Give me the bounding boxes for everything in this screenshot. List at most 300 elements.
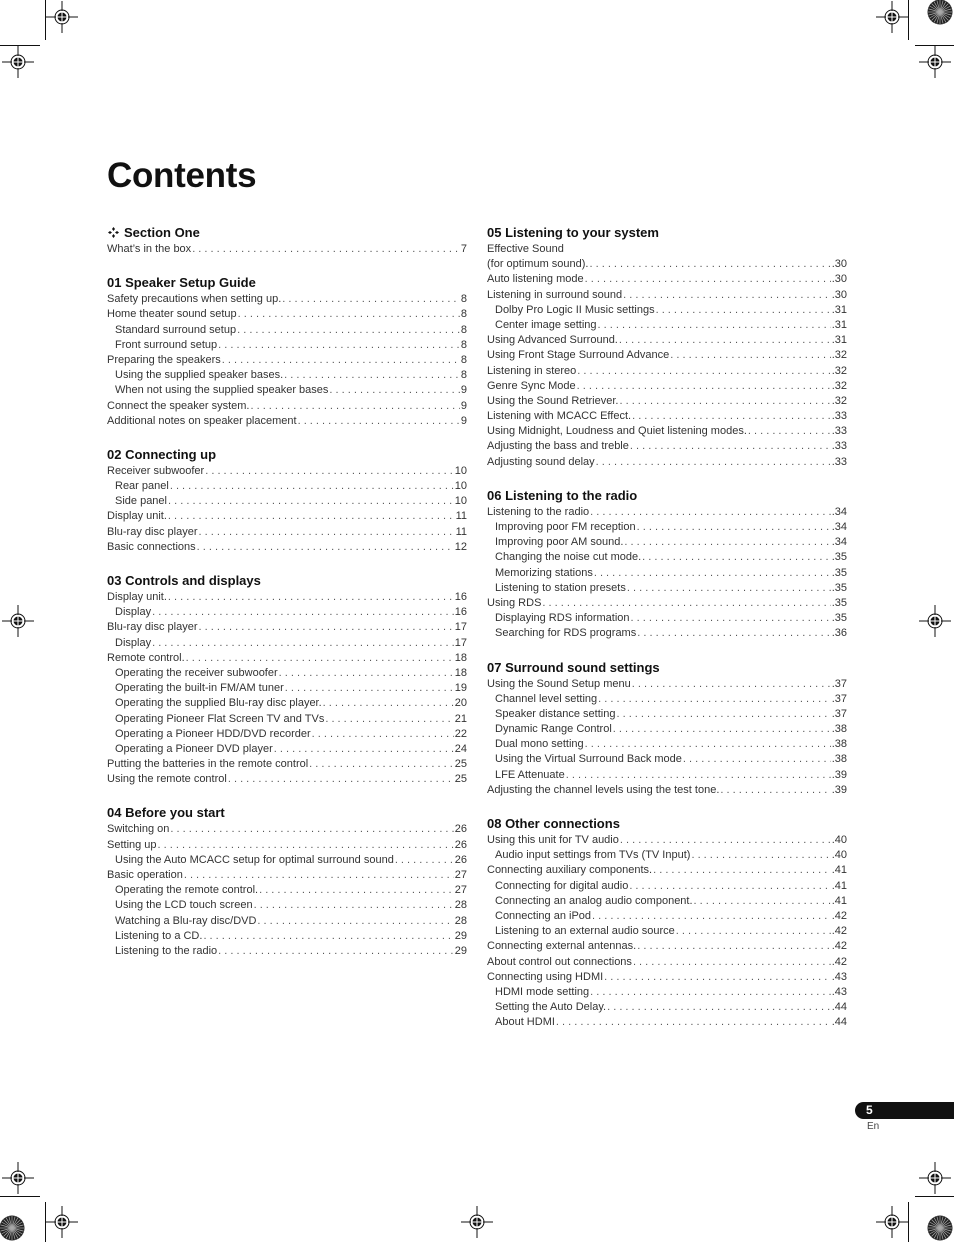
trim-line <box>45 0 46 40</box>
toc-entry[interactable] <box>487 985 847 1000</box>
toc-entry-page: 20 <box>454 697 467 710</box>
dot-leader <box>627 581 831 596</box>
section-heading-text: 06 Listening to the radio <box>487 487 638 503</box>
toc-entry-label: Side panel <box>115 495 167 508</box>
dot-leader <box>585 737 831 752</box>
toc-entry-label: When not using the supplied speaker bases <box>115 384 329 397</box>
toc-entry-page: .33 <box>831 455 847 468</box>
toc-entry-page: .33 <box>831 440 847 453</box>
dot-leader <box>637 520 831 535</box>
toc-entry[interactable] <box>487 939 847 954</box>
toc-entry[interactable] <box>487 424 847 439</box>
dot-leader <box>694 894 831 909</box>
toc-entry-page: 29 <box>454 929 467 942</box>
toc-entry[interactable] <box>487 752 847 767</box>
toc-entry-label: Center image setting <box>495 318 597 331</box>
toc-entry-label: Changing the noise cut mode. <box>495 551 642 564</box>
dot-leader <box>676 924 831 939</box>
toc-entry-page: 10 <box>454 464 467 477</box>
toc-entry[interactable] <box>107 883 467 898</box>
toc-entry-label: Memorizing stations <box>495 566 593 579</box>
dot-leader <box>325 712 453 727</box>
toc-entry[interactable] <box>487 1000 847 1015</box>
toc-entry[interactable] <box>107 509 467 524</box>
dot-leader <box>168 590 454 605</box>
toc-entry[interactable] <box>487 455 847 470</box>
dot-leader <box>619 333 831 348</box>
toc-entry[interactable] <box>107 590 467 605</box>
dot-leader <box>197 540 454 555</box>
toc-section-04-before-you-start <box>107 804 467 959</box>
dot-leader <box>720 783 830 798</box>
toc-entry-page: .44 <box>831 1016 847 1029</box>
toc-entry-label: Front surround setup <box>115 338 218 351</box>
toc-entry-page: .40 <box>831 834 847 846</box>
dot-leader <box>619 394 830 409</box>
toc-entry[interactable] <box>107 822 467 837</box>
dot-leader <box>205 464 454 479</box>
toc-entry-label: (for optimum sound). <box>487 258 589 271</box>
toc-entry-label: Display unit. <box>107 591 167 603</box>
toc-entry[interactable] <box>487 611 847 626</box>
dot-leader <box>168 494 454 509</box>
toc-entry-label: Adjusting the channel levels using the test tone. <box>487 783 720 796</box>
toc-entry-label: Standard surround setup <box>115 323 237 336</box>
toc-entry[interactable] <box>487 924 847 939</box>
toc-entry-page: .37 <box>831 707 847 720</box>
toc-entry[interactable] <box>487 596 847 611</box>
toc-section-03-controls-and-displays <box>107 572 467 787</box>
toc-entry[interactable] <box>107 525 467 540</box>
toc-entry-label: Operating the receiver subwoofer <box>115 666 278 679</box>
dot-leader <box>577 379 831 394</box>
toc-entry[interactable] <box>487 737 847 752</box>
toc-entry-label: HDMI mode setting <box>495 985 590 998</box>
registration-mark-icon <box>919 605 951 642</box>
toc-entry[interactable] <box>487 535 847 550</box>
toc-entry[interactable] <box>107 494 467 509</box>
toc-entry-label: Speaker distance setting <box>495 707 616 720</box>
toc-entry[interactable] <box>107 620 467 635</box>
dot-leader <box>637 939 830 954</box>
toc-entry-label: Connecting external antennas. <box>487 940 637 953</box>
dot-leader <box>184 868 454 883</box>
toc-entry[interactable] <box>107 605 467 620</box>
toc-entry-page: 8 <box>460 369 467 382</box>
toc-entry[interactable] <box>487 783 847 798</box>
toc-entry[interactable] <box>107 681 467 696</box>
toc-entry-label: Operating a Pioneer DVD player <box>115 742 273 755</box>
toc-entry[interactable] <box>487 242 847 257</box>
dot-leader <box>598 318 831 333</box>
toc-entry[interactable] <box>487 833 847 848</box>
toc-entry-label: Connecting an iPod <box>495 909 592 922</box>
toc-entry-page: 25 <box>454 773 467 786</box>
toc-entry[interactable] <box>487 520 847 535</box>
section-heading-text: 01 Speaker Setup Guide <box>107 275 256 291</box>
toc-entry-page: .32 <box>831 364 847 377</box>
toc-entry-label: Effective Sound <box>487 243 564 255</box>
toc-entry[interactable] <box>487 722 847 737</box>
toc-entry-label: Rear panel <box>115 480 169 493</box>
toc-entry[interactable] <box>487 272 847 287</box>
dot-leader <box>285 681 454 696</box>
toc-entry[interactable] <box>107 712 467 727</box>
section-heading <box>107 446 467 463</box>
toc-entry-page: 11 <box>455 525 467 538</box>
toc-entry-page: .35 <box>831 596 847 609</box>
dot-leader <box>323 696 454 711</box>
toc-entry-label: Display unit. <box>107 510 167 523</box>
toc-entry-label: Operating Pioneer Flat Screen TV and TVs <box>115 712 325 725</box>
toc-entry-label: Using the LCD touch screen <box>115 899 253 912</box>
toc-entry-page: 18 <box>454 651 467 664</box>
toc-entry-label: Basic operation <box>107 869 183 881</box>
dot-leader <box>170 822 453 837</box>
toc-entry[interactable] <box>487 550 847 565</box>
dot-leader <box>556 1015 831 1030</box>
dot-leader <box>624 535 830 550</box>
toc-entry-label: Listening to an external audio source <box>495 925 675 938</box>
toc-entry[interactable] <box>487 257 847 272</box>
toc-entry-label: Improving poor AM sound. <box>495 536 624 549</box>
dot-leader <box>192 242 460 257</box>
toc-entry-label: Additional notes on speaker placement <box>107 414 297 427</box>
toc-entry[interactable] <box>487 303 847 318</box>
toc-entry-page: .37 <box>831 692 847 705</box>
toc-entry-label: Switching on <box>107 823 170 836</box>
toc-entry-label: Using the Sound Setup menu <box>487 677 631 690</box>
registration-mark-icon <box>461 1206 493 1243</box>
dot-leader <box>637 626 830 641</box>
toc-entry[interactable] <box>107 898 467 913</box>
toc-left-column <box>107 224 467 976</box>
toc-entry-page: 16 <box>454 591 467 603</box>
toc-entry[interactable] <box>107 696 467 711</box>
toc-entry-label: Listening to the radio <box>115 944 218 957</box>
toc-entry[interactable] <box>107 338 467 353</box>
dot-leader <box>309 757 454 772</box>
toc-entry-page: .38 <box>831 738 847 751</box>
section-heading-text: Section One <box>124 225 200 240</box>
toc-entry-label: Operating the remote control. <box>115 884 259 897</box>
diamond-ornament-icon <box>108 225 119 236</box>
dot-leader <box>604 970 831 985</box>
toc-entry[interactable] <box>107 868 467 883</box>
toc-entry[interactable] <box>107 307 467 322</box>
toc-entry-page: .39 <box>831 783 847 796</box>
trim-line <box>915 45 954 46</box>
toc-entry-page: 9 <box>460 399 467 412</box>
toc-entry-page: .33 <box>831 425 847 438</box>
toc-entry-label: Adjusting the bass and treble <box>487 440 629 453</box>
dot-leader <box>186 651 454 666</box>
toc-entry-label: Home theater sound setup <box>107 308 237 321</box>
toc-entry-page: .34 <box>831 521 847 533</box>
section-heading-text: 02 Connecting up <box>107 446 217 462</box>
toc-entry[interactable] <box>107 479 467 494</box>
toc-entry-label: Blu-ray disc player <box>107 621 198 634</box>
toc-entry-page: .42 <box>831 955 847 968</box>
toc-entry-label: Connect the speaker system. <box>107 399 250 412</box>
toc-entry-label: Listening to station presets <box>495 581 626 594</box>
toc-entry[interactable] <box>487 288 847 303</box>
section-heading-text: 04 Before you start <box>107 805 225 821</box>
toc-entry[interactable] <box>107 292 467 307</box>
toc-entry-label: Using Midnight, Loudness and Quiet listening modes. <box>487 425 747 438</box>
toc-entry[interactable] <box>107 368 467 383</box>
toc-entry[interactable] <box>107 323 467 338</box>
toc-entry[interactable] <box>107 399 467 414</box>
toc-entry[interactable] <box>487 909 847 924</box>
toc-entry[interactable] <box>107 464 467 479</box>
section-heading-text: 08 Other connections <box>487 816 620 831</box>
toc-entry-label: Dual mono setting <box>495 738 584 751</box>
toc-entry-page: .42 <box>831 925 847 938</box>
dot-leader <box>254 898 454 913</box>
toc-entry-page: 28 <box>454 914 467 927</box>
toc-entry-label: About HDMI <box>495 1016 555 1029</box>
dot-leader <box>152 636 454 651</box>
toc-entry-label: Connecting for digital audio <box>495 879 629 892</box>
toc-entry[interactable] <box>487 581 847 596</box>
dot-leader <box>683 752 831 767</box>
toc-entry[interactable] <box>487 318 847 333</box>
dot-leader <box>632 677 831 692</box>
toc-entry-page: 27 <box>454 884 467 897</box>
dot-leader <box>279 666 454 681</box>
toc-entry-label: Preparing the speakers <box>107 353 221 366</box>
toc-entry-page: .33 <box>831 410 847 423</box>
toc-entry-page: .34 <box>831 505 847 518</box>
dot-leader <box>282 292 460 307</box>
toc-entry-label: Operating the built-in FM/AM tuner <box>115 682 284 695</box>
toc-entry-page: 17 <box>454 621 467 634</box>
toc-entry[interactable] <box>107 944 467 959</box>
dot-leader <box>222 353 460 368</box>
toc-entry[interactable] <box>487 848 847 863</box>
color-target-icon <box>0 1215 25 1246</box>
toc-right-column <box>487 224 847 1047</box>
toc-entry-label: Safety precautions when setting up. <box>107 293 282 306</box>
toc-entry-label: Searching for RDS programs <box>495 627 637 640</box>
section-heading <box>107 804 467 821</box>
dot-leader <box>566 768 831 783</box>
toc-entry-label: Using the Auto MCACC setup for optimal surround sound <box>115 853 394 866</box>
toc-entry-label: Using the Virtual Surround Back mode <box>495 753 682 766</box>
toc-entry-label: Displaying RDS information <box>495 612 630 625</box>
toc-entry[interactable] <box>107 914 467 929</box>
toc-entry-label: Display <box>115 606 152 619</box>
toc-entry[interactable] <box>487 894 847 909</box>
toc-entry[interactable] <box>487 439 847 454</box>
toc-entry-label: Putting the batteries in the remote control <box>107 758 309 771</box>
dot-leader <box>607 1000 831 1015</box>
dot-leader <box>158 838 454 853</box>
dot-leader <box>613 722 831 737</box>
dot-leader <box>585 272 831 287</box>
toc-entry-page: 8 <box>460 323 467 336</box>
toc-entry-label: Dolby Pro Logic II Music settings <box>495 303 655 316</box>
toc-entry-page: .43 <box>831 970 847 983</box>
section-heading <box>107 274 467 291</box>
toc-entry-page: .39 <box>831 768 847 781</box>
dot-leader <box>329 383 459 398</box>
language-code: En <box>867 1121 880 1132</box>
toc-entry[interactable] <box>107 242 467 257</box>
section-heading-text: 07 Surround sound settings <box>487 659 660 675</box>
toc-entry[interactable] <box>487 505 847 520</box>
toc-entry[interactable] <box>487 409 847 424</box>
toc-entry[interactable] <box>107 414 467 429</box>
toc-entry-page: .41 <box>831 894 847 907</box>
dot-leader <box>237 323 460 338</box>
dot-leader <box>642 550 831 565</box>
toc-entry[interactable] <box>487 394 847 409</box>
toc-entry-label: Listening to the radio <box>487 505 590 518</box>
toc-entry-page: 16 <box>454 606 467 619</box>
dot-leader <box>616 707 830 722</box>
toc-entry-label: What’s in the box <box>107 243 192 255</box>
toc-entry[interactable] <box>107 540 467 555</box>
toc-entry-page: .42 <box>831 940 847 953</box>
color-target-icon <box>927 1215 953 1246</box>
dot-leader <box>589 257 830 272</box>
toc-entry-label: Basic connections <box>107 540 196 553</box>
registration-mark-icon <box>2 605 34 642</box>
toc-entry-label: Blu-ray disc player <box>107 525 198 538</box>
toc-entry[interactable] <box>107 853 467 868</box>
toc-entry[interactable] <box>107 757 467 772</box>
dot-leader <box>592 909 831 924</box>
toc-section-01-speaker-setup-guide <box>107 274 467 429</box>
section-heading <box>487 487 847 504</box>
section-heading <box>487 659 847 676</box>
toc-entry[interactable] <box>487 879 847 894</box>
registration-mark-icon <box>919 1162 951 1199</box>
dot-leader <box>631 611 831 626</box>
toc-entry-page: .40 <box>831 849 847 862</box>
registration-mark-icon <box>919 46 951 83</box>
toc-entry-page: 26 <box>454 838 467 851</box>
toc-entry[interactable] <box>487 566 847 581</box>
toc-entry[interactable] <box>487 955 847 970</box>
page-title: Contents <box>107 156 257 195</box>
toc-entry-page: .30 <box>831 258 847 271</box>
toc-entry-page: .31 <box>831 318 847 331</box>
toc-entry[interactable] <box>487 333 847 348</box>
dot-leader <box>656 303 831 318</box>
toc-entry[interactable] <box>107 636 467 651</box>
toc-entry[interactable] <box>487 364 847 379</box>
dot-leader <box>312 727 454 742</box>
toc-entry[interactable] <box>107 353 467 368</box>
toc-entry[interactable] <box>487 863 847 878</box>
toc-entry-label: Setting the Auto Delay. <box>495 1001 607 1014</box>
toc-entry-page: .44 <box>831 1001 847 1014</box>
dot-leader <box>170 479 454 494</box>
toc-entry[interactable] <box>487 692 847 707</box>
trim-line <box>908 0 909 40</box>
toc-entry[interactable] <box>487 768 847 783</box>
toc-entry[interactable] <box>487 677 847 692</box>
toc-entry[interactable] <box>107 383 467 398</box>
dot-leader <box>168 509 455 524</box>
toc-entry-page: 10 <box>454 495 467 508</box>
toc-entry-page: .35 <box>831 566 847 579</box>
toc-entry-page: .42 <box>831 909 847 922</box>
toc-entry[interactable] <box>487 1015 847 1030</box>
toc-entry-page: 17 <box>454 636 467 649</box>
trim-line <box>915 1196 954 1197</box>
dot-leader <box>250 399 459 414</box>
toc-entry[interactable] <box>107 838 467 853</box>
toc-entry-page: 8 <box>460 308 467 321</box>
toc-entry-label: Improving poor FM reception <box>495 521 636 533</box>
registration-mark-icon <box>46 1 78 38</box>
toc-entry[interactable] <box>487 970 847 985</box>
registration-mark-icon <box>2 46 34 83</box>
dot-leader <box>298 414 460 429</box>
toc-entry-page: .30 <box>831 288 847 301</box>
trim-line <box>0 1196 40 1197</box>
toc-entry[interactable] <box>107 727 467 742</box>
toc-entry-page: .35 <box>831 551 847 564</box>
toc-entry-label: Using the remote control <box>107 773 227 786</box>
toc-entry-page: 26 <box>454 823 467 836</box>
section-heading-text: 05 Listening to your system <box>487 225 659 240</box>
dot-leader <box>633 955 831 970</box>
toc-entry-label: Watching a Blu-ray disc/DVD <box>115 914 257 927</box>
toc-entry-label: Connecting using HDMI <box>487 970 604 983</box>
dot-leader <box>259 883 454 898</box>
toc-entry-label: Channel level setting <box>495 692 598 705</box>
section-heading <box>107 572 467 589</box>
toc-entry-page: 24 <box>454 742 467 755</box>
dot-leader <box>670 348 830 363</box>
trim-line <box>908 1202 909 1242</box>
toc-entry-label: Genre Sync Mode <box>487 379 576 392</box>
toc-entry-page: 22 <box>454 727 467 740</box>
dot-leader <box>542 596 830 611</box>
toc-entry-label: Remote control. <box>107 651 185 664</box>
dot-leader <box>395 853 454 868</box>
toc-entry-label: Receiver subwoofer <box>107 464 205 477</box>
toc-entry[interactable] <box>107 651 467 666</box>
toc-entry-label: Using this unit for TV audio <box>487 834 619 846</box>
toc-entry[interactable] <box>107 929 467 944</box>
toc-entry[interactable] <box>487 348 847 363</box>
dot-leader <box>238 307 460 322</box>
toc-entry-page: .32 <box>831 394 847 407</box>
toc-entry[interactable] <box>487 379 847 394</box>
toc-entry-page: 9 <box>460 384 467 397</box>
toc-entry-label: Using the supplied speaker bases. <box>115 369 284 382</box>
dot-leader <box>274 742 454 757</box>
dot-leader <box>284 368 460 383</box>
toc-entry-page: 11 <box>455 510 467 523</box>
toc-entry[interactable] <box>107 666 467 681</box>
toc-entry[interactable] <box>487 626 847 641</box>
toc-entry-page: 9 <box>460 414 467 427</box>
toc-entry[interactable] <box>487 707 847 722</box>
toc-entry[interactable] <box>107 742 467 757</box>
toc-entry[interactable] <box>107 772 467 787</box>
toc-entry-label: Operating a Pioneer HDD/DVD recorder <box>115 727 311 740</box>
toc-entry-page: .31 <box>831 334 847 347</box>
toc-entry-label: Using the Sound Retriever. <box>487 394 619 407</box>
toc-entry-label: Auto listening mode <box>487 273 584 286</box>
